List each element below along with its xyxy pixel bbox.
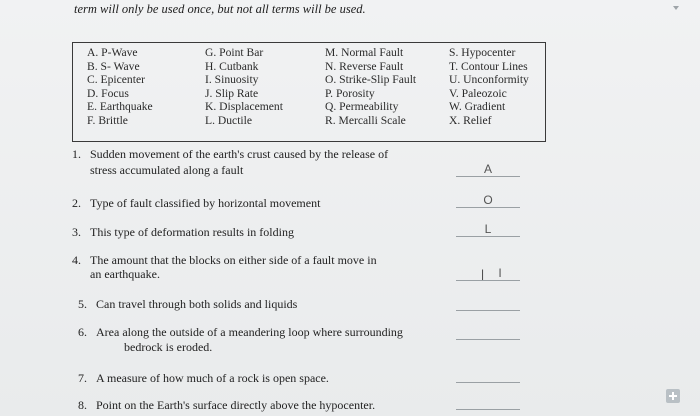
term-item: L. Ductile (205, 113, 253, 127)
plus-icon[interactable] (666, 389, 680, 403)
term-bank (72, 42, 546, 142)
term-item: N. Reverse Fault (325, 59, 404, 73)
term-column-1 (87, 46, 153, 128)
chevron-down-icon[interactable] (673, 6, 679, 10)
term-column-3 (325, 46, 416, 128)
term-item: W. Gradient (449, 100, 506, 114)
answer-line-2[interactable] (456, 207, 520, 208)
term-column-2 (205, 46, 283, 128)
question-text: Point on the Earth's surface directly above the hypocenter. (96, 398, 376, 412)
question-text: A measure of how much of a rock is open space. (96, 371, 329, 385)
question-number: 6. (78, 325, 87, 339)
question-number: 1. (72, 147, 81, 161)
question-3 (72, 225, 294, 239)
answer-2[interactable]: O (483, 193, 493, 207)
term-item: I. Sinuosity (205, 73, 259, 87)
question-number: 4. (72, 253, 81, 267)
term-item: T. Contour Lines (449, 59, 528, 73)
question-1-continued: stress accumulated along a fault (90, 163, 244, 177)
term-item: S. Hypocenter (449, 46, 516, 59)
question-number: 7. (78, 371, 87, 385)
answer-line-7[interactable] (456, 382, 520, 383)
term-item: Q. Permeability (325, 100, 399, 114)
term-item: K. Displacement (205, 100, 283, 114)
question-text: This type of deformation results in folding (90, 225, 294, 239)
term-item: P. Porosity (325, 86, 375, 100)
term-item: F. Brittle (87, 113, 128, 127)
answer-line-6[interactable] (456, 339, 520, 340)
term-item: G. Point Bar (205, 46, 264, 59)
question-number: 3. (72, 225, 81, 239)
question-text: Type of fault classified by horizontal movement (90, 196, 321, 210)
question-number: 8. (78, 398, 87, 412)
term-item: X. Relief (449, 113, 492, 127)
question-7 (78, 371, 329, 385)
tally-mark: | (481, 267, 485, 281)
answer-line-3[interactable] (456, 236, 520, 237)
term-item: V. Paleozoic (449, 86, 507, 100)
question-8 (78, 398, 375, 412)
term-item: R. Mercalli Scale (325, 113, 406, 127)
term-item: H. Cutbank (205, 59, 259, 73)
answer-3[interactable]: L (484, 222, 492, 236)
question-text: Sudden movement of the earth's crust caused by the release of (90, 147, 389, 161)
question-number: 5. (78, 297, 87, 311)
instruction-text: term will only be used once, but not all terms will be used. (74, 2, 366, 16)
question-2 (72, 196, 320, 210)
answer-line-4[interactable] (456, 280, 520, 281)
term-item: E. Earthquake (87, 100, 153, 114)
question-4-continued: an earthquake. (90, 267, 160, 281)
question-5 (78, 297, 297, 311)
question-4 (72, 253, 377, 267)
term-item: A. P-Wave (87, 46, 138, 59)
answer-line-1[interactable] (456, 176, 520, 177)
term-item: C. Epicenter (87, 73, 145, 87)
term-item: U. Unconformity (449, 73, 529, 87)
question-text: Can travel through both solids and liquids (96, 297, 298, 311)
term-item: O. Strike-Slip Fault (325, 73, 417, 87)
question-text: The amount that the blocks on either side of a fault move in (90, 253, 377, 267)
answer-4[interactable]: I (498, 266, 502, 280)
answer-1[interactable]: A (483, 162, 492, 176)
answer-line-5[interactable] (456, 310, 520, 311)
term-column-4 (449, 46, 529, 128)
question-6-continued: bedrock is eroded. (124, 340, 213, 354)
term-item: B. S- Wave (87, 59, 140, 73)
question-1 (72, 147, 388, 161)
question-6 (78, 325, 403, 339)
term-item: M. Normal Fault (325, 46, 404, 59)
term-item: J. Slip Rate (205, 86, 259, 100)
question-number: 2. (72, 196, 81, 210)
term-item: D. Focus (87, 86, 129, 100)
question-text: Area along the outside of a meandering loop where surrounding (96, 325, 403, 339)
answer-line-8[interactable] (456, 409, 520, 410)
